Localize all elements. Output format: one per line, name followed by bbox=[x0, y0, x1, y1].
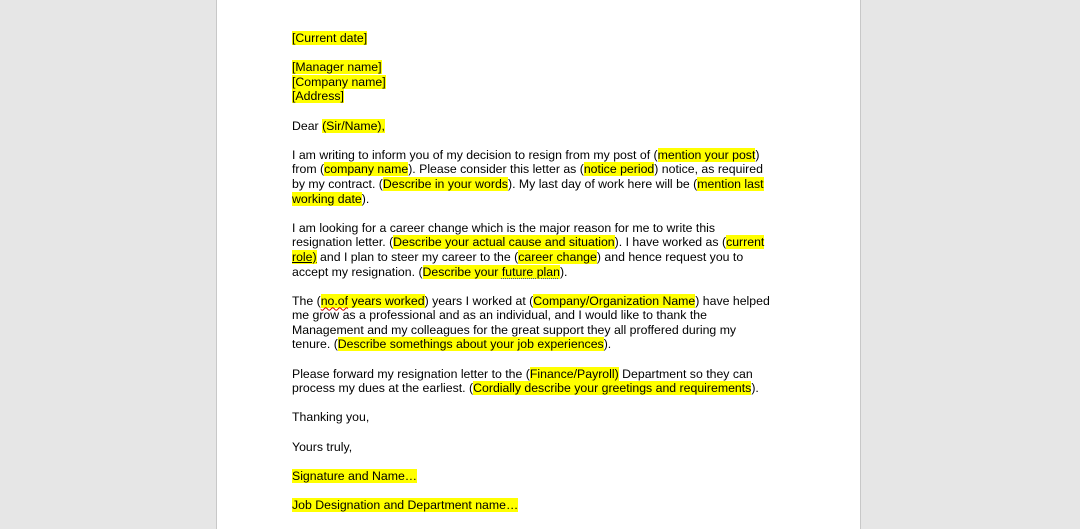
signature-placeholder: Signature and Name… bbox=[292, 468, 418, 483]
describe-placeholder: Describe in your words bbox=[382, 176, 508, 191]
paragraph-2 bbox=[292, 221, 792, 279]
text-run: ) years I worked at ( bbox=[424, 293, 534, 308]
role-placeholder: role) bbox=[292, 249, 317, 264]
department-placeholder: Finance/Payroll) bbox=[529, 366, 619, 381]
text-run: Please forward my resignation letter to the ( bbox=[292, 366, 530, 381]
paragraph-4 bbox=[292, 367, 792, 396]
greeting-prefix: Dear bbox=[292, 118, 323, 133]
manager-name-placeholder: [Manager name] bbox=[292, 60, 382, 75]
letter-body[interactable] bbox=[292, 31, 792, 513]
company-name-placeholder: [Company name] bbox=[292, 74, 386, 89]
text-run: resignation letter. ( bbox=[292, 235, 394, 250]
text-run: ). bbox=[361, 191, 370, 206]
paragraph-1 bbox=[292, 148, 792, 206]
text-run: I am looking for a career change which is the major reason for me to write this bbox=[292, 220, 716, 235]
text-run: ). My last day of work here will be ( bbox=[507, 176, 698, 191]
career-change-placeholder: career change bbox=[518, 249, 597, 264]
greeting bbox=[292, 119, 792, 134]
text-run: I am writing to inform you of my decision to resign from my post of ( bbox=[292, 147, 658, 162]
working-date-placeholder: working date bbox=[292, 191, 362, 206]
text-run: ). Please consider this letter as ( bbox=[408, 162, 584, 177]
signature-line bbox=[292, 469, 792, 484]
designation-line bbox=[292, 498, 792, 513]
text-run: Management and my colleagues for the great support they all proffered during my bbox=[292, 322, 737, 337]
text-run: The ( bbox=[292, 293, 321, 308]
text-run: ) notice, as required bbox=[654, 162, 763, 177]
text-run: by my contract. ( bbox=[292, 176, 383, 191]
date-placeholder: [Current date] bbox=[292, 31, 368, 45]
future-plan-placeholder-a: Describe your bbox=[422, 264, 502, 279]
text-run: ). bbox=[603, 337, 612, 352]
text-run: me grow as a professional and as an individual, and I would like to thank the bbox=[292, 308, 707, 323]
text-run: and I plan to steer my career to the ( bbox=[316, 249, 519, 264]
closing-line bbox=[292, 440, 792, 455]
text-run: ) bbox=[755, 147, 760, 162]
closing-text: Yours truly, bbox=[292, 439, 353, 454]
paragraph-3 bbox=[292, 294, 792, 352]
years-placeholder-a: no.of bbox=[320, 293, 349, 308]
greetings-placeholder: Cordially describe your greetings and requirements bbox=[473, 381, 752, 396]
address-placeholder: [Address] bbox=[292, 89, 344, 104]
text-run: tenure. ( bbox=[292, 337, 338, 352]
text-run: ). I have worked as ( bbox=[614, 235, 727, 250]
document-page bbox=[216, 0, 861, 529]
company-placeholder: company name bbox=[324, 162, 409, 177]
years-placeholder-b: years worked bbox=[348, 293, 425, 308]
organization-placeholder: Company/Organization Name bbox=[533, 293, 696, 308]
recipient-block bbox=[292, 60, 792, 104]
greeting-name-placeholder: (Sir/Name), bbox=[322, 118, 385, 133]
thanks-line bbox=[292, 410, 792, 425]
current-role-placeholder: current bbox=[726, 235, 765, 250]
date-line bbox=[292, 31, 792, 46]
post-placeholder: mention your post bbox=[657, 147, 756, 162]
future-plan-placeholder-b: future plan bbox=[501, 264, 560, 279]
text-run: from ( bbox=[292, 162, 325, 177]
text-run: ) and hence request you to bbox=[596, 249, 744, 264]
text-run: ). bbox=[559, 264, 568, 279]
text-run: ). bbox=[751, 381, 759, 396]
last-date-placeholder: mention last bbox=[697, 176, 764, 191]
cause-placeholder: Describe your actual cause and situation bbox=[393, 235, 615, 250]
text-run: process my dues at the earliest. ( bbox=[292, 381, 474, 396]
text-run: Department so they can bbox=[618, 366, 753, 381]
designation-placeholder: Job Designation and Department name… bbox=[292, 498, 519, 512]
thanks-text: Thanking you, bbox=[292, 410, 370, 425]
text-run: ) have helped bbox=[695, 293, 770, 308]
notice-period-placeholder: notice period bbox=[583, 162, 655, 177]
experiences-placeholder: Describe somethings about your job experiences bbox=[337, 337, 604, 352]
text-run: accept my resignation. ( bbox=[292, 264, 423, 279]
